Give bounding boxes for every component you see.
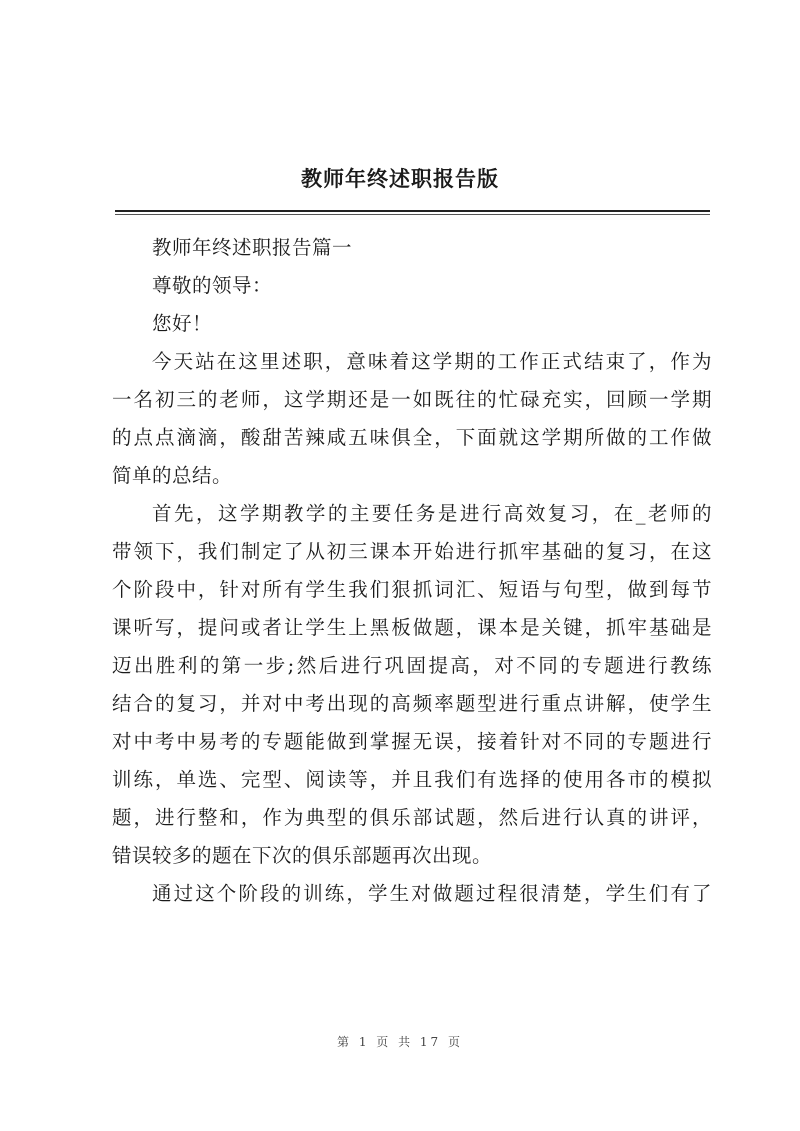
text-line: 首先，这学期教学的主要任务是进行高效复习，在_老师的 [152,502,712,525]
document-body [112,229,712,913]
text-line: 今天站在这里述职，意味着这学期的工作正式结束了，作为 [152,350,712,373]
text-line: 课听写，提问或者让学生上黑板做题，课本是关键，抓牢基础是 [112,616,712,639]
title-divider [115,210,710,212]
text-line: 迈出胜利的第一步;然后进行巩固提高，对不同的专题进行教练 [112,654,712,677]
text-line: 的点点滴滴，酸甜苦辣咸五味俱全，下面就这学期所做的工作做 [112,426,712,449]
document-title: 教师年终述职报告版 [301,167,499,191]
text-line: 带领下，我们制定了从初三课本开始进行抓牢基础的复习，在这 [112,540,712,563]
text-line: 简单的总结。 [112,464,233,487]
text-line: 尊敬的领导： [152,274,273,297]
text-line: 错误较多的题在下次的俱乐部题再次出现。 [112,844,493,867]
text-line: 您好！ [152,312,213,335]
page-footer: 第 1 页 共 17 页 [337,1035,463,1049]
text-line: 结合的复习，并对中考出现的高频率题型进行重点讲解，使学生 [112,692,712,715]
text-line: 通过这个阶段的训练，学生对做题过程很清楚，学生们有了 [152,882,712,905]
text-line: 教师年终述职报告篇一 [152,236,353,259]
text-line: 一名初三的老师，这学期还是一如既往的忙碌充实，回顾一学期 [112,388,712,411]
text-line: 对中考中易考的专题能做到掌握无误，接着针对不同的专题进行 [112,730,712,753]
text-line: 训练，单选、完型、阅读等，并且我们有选择的使用各市的模拟 [112,768,712,791]
text-line: 个阶段中，针对所有学生我们狠抓词汇、短语与句型，做到每节 [112,578,712,601]
title-divider-thin [115,214,710,215]
text-line: 题，进行整和，作为典型的俱乐部试题，然后进行认真的讲评， [112,806,712,829]
